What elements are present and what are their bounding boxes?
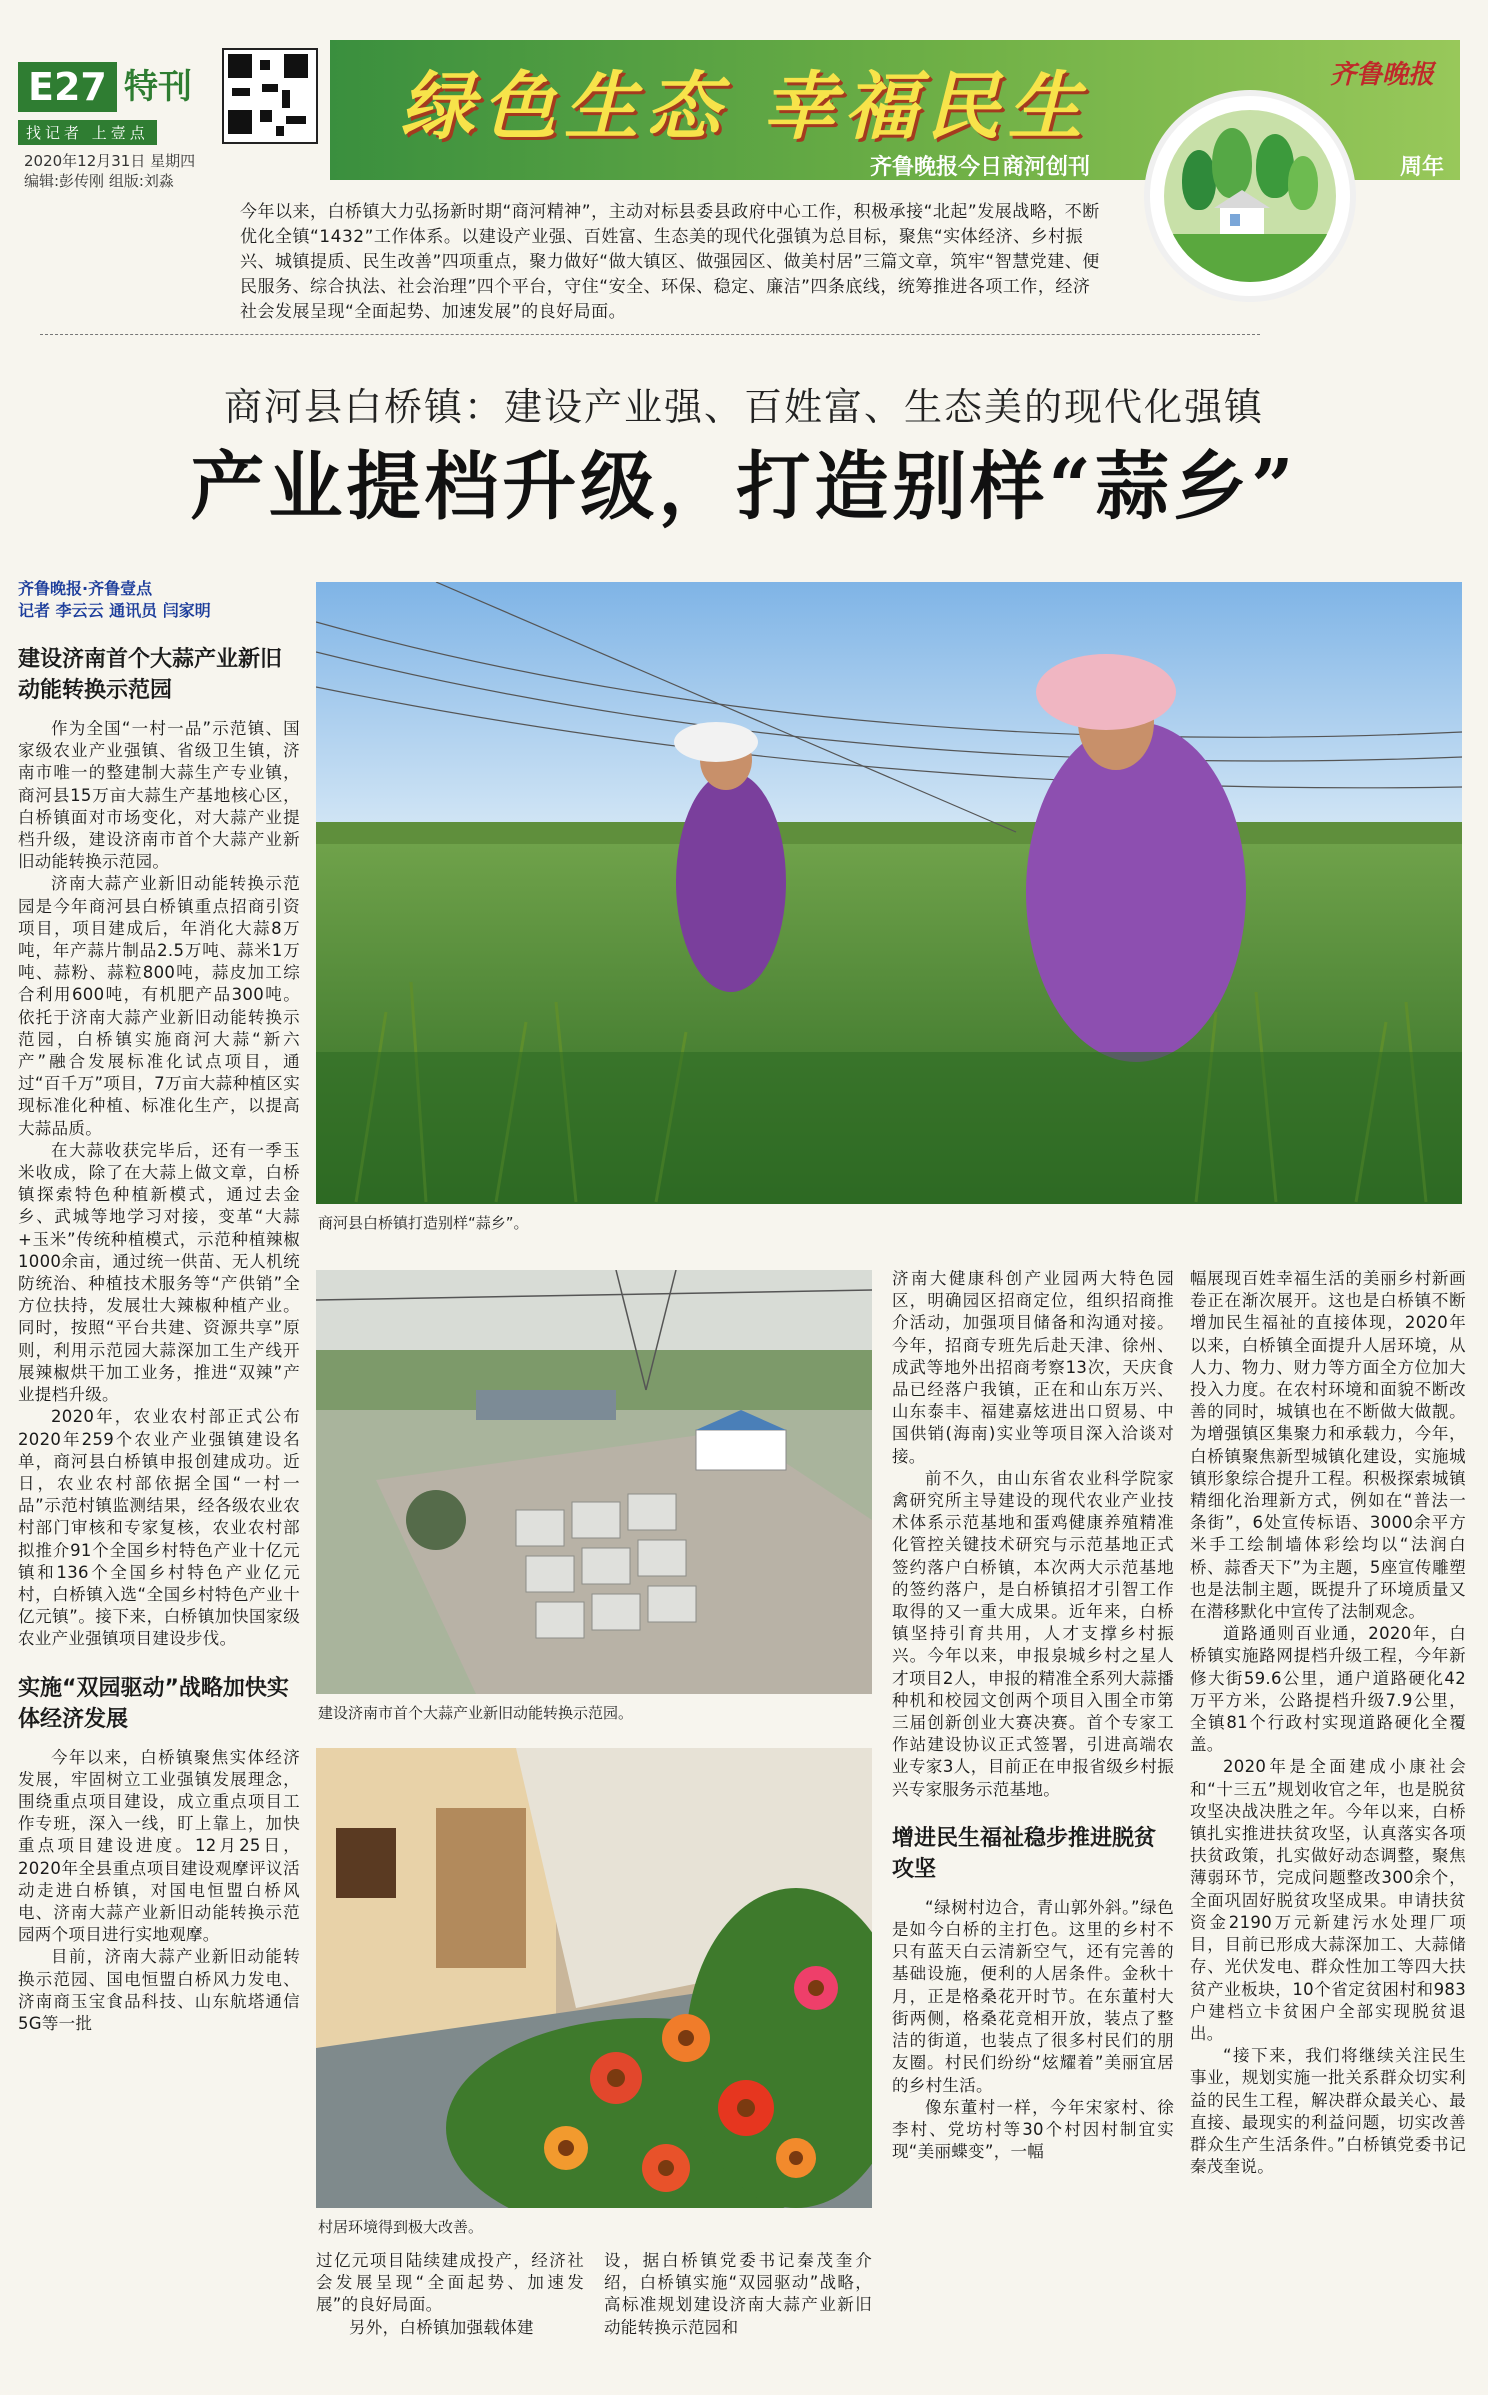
body-paragraph: 在大蒜收获完毕后，还有一季玉米收成，除了在大蒜上做文章，白桥镇探索特色种植新模式，通过去金乡、武城等地学习对接，变革“大蒜+玉米”传统种植模式，示范种植辣椒1000余亩，通过统一供苗、无人机统防统治、种植技术服务等“产供销”全方位扶持，发展壮大辣椒种植产业。同时，按照“平台共建、资源共享”原则，利用示范园大蒜深加工生产线开展辣椒烘干加工业务，推进“双辣”产业提档升级。 — [18, 1140, 300, 1405]
left-column — [18, 578, 300, 2035]
masthead-slogan: 找记者 上壹点 — [18, 120, 157, 145]
section-title-dual-park: 实施“双园驱动”战略加快实体经济发展 — [18, 1675, 289, 1732]
body-column-4 — [892, 1268, 1174, 2163]
intro-summary: 今年以来，白桥镇大力弘扬新时期“商河精神”，主动对标县委县政府中心工作，积极承接“北起”发展战略，不断优化全镇“1432”工作体系。以建设产业强、百姓富、生态美的现代化强镇为总目标，聚焦“实体经济、乡村振兴、城镇提质、民生改善”四项重点，聚力做好“做大镇区、做强园区、做美村居”三篇文章，筑牢“智慧党建、便民服务、综合执法、社会治理”四个平台，守住“安全、环保、稳定、廉洁”四条底线，统筹推进各项工作，经济社会发展呈现“全面起势、加速发展”的良好局面。 — [240, 202, 1100, 322]
banner-title: 绿色生态 幸福民生 — [400, 64, 1090, 150]
page-number: E27 — [18, 62, 117, 112]
article-headline: 产业提档升级，打造别样“蒜乡” — [190, 444, 1298, 530]
body-paragraph: 2020年，农业农村部正式公布2020年259个农业产业强镇建设名单，商河县白桥镇申报创建成功。近日，农业农村部依据全国“一村一品”示范村镇监测结果，经各级农业农村部门审核和专家复核，农业农村部拟推介91个全国乡村特色产业十亿元镇和136个全国乡村特色产业亿元村，白桥镇入选“全国乡村特色产业十亿元镇”。接下来，白桥镇加快国家级农业产业强镇项目建设步伐。 — [18, 1407, 300, 1649]
garlic-field-photo — [316, 582, 1462, 1204]
newspaper-logo: 齐鲁晚报 — [1330, 60, 1435, 90]
body-column-2 — [316, 2250, 584, 2339]
body-column-5 — [1190, 1268, 1466, 2178]
byline-source: 齐鲁晚报·齐鲁壹点 — [18, 579, 153, 598]
body-paragraph: 过亿元项目陆续建成投产，经济社会发展呈现“全面起势、加速发展”的良好局面。 — [316, 2251, 584, 2315]
body-paragraph: 2020年是全面建成小康社会和“十三五”规划收官之年，也是脱贫攻坚决战决胜之年。今年以来，白桥镇扎实推进扶贫攻坚，认真落实各项扶贫政策，扎实做好动态调整，聚焦薄弱环节，完成问题整改300余个，全面巩固好脱贫攻坚成果。申请扶贫资金2190万元新建污水处理厂项目，目前已形成大蒜深加工、大蒜储存、光伏发电、群众性加工等四大扶贫产业板块，10个省定贫困村和983户建档立卡贫困户全部实现脱贫退出。 — [1190, 1757, 1466, 2043]
industrial-park-aerial-photo — [316, 1270, 872, 1694]
body-paragraph: 像东董村一样，今年宋家村、徐李村、党坊村等30个村因村制宜实现“美丽蝶变”，一幅 — [892, 2097, 1174, 2162]
body-paragraph: 济南大蒜产业新旧动能转换示范园是今年商河县白桥镇重点招商引资项目，项目建成后，年消化大蒜8万吨，年产蒜片制品2.5万吨、蒜米1万吨、蒜粉、蒜粒800吨，蒜皮加工综合利用600吨，有机肥产品300吨。依托于济南大蒜产业新旧动能转换示范园，白桥镇实施商河大蒜“新六产”融合发展标准化试点项目，通过“百千万”项目，7万亩大蒜种植区实现标准化种植、标准化生产，以提高大蒜品质。 — [18, 874, 300, 1138]
body-paragraph: “接下来，我们将继续关注民生事业，规划实施一批关系群众切实利益的民生工程，解决群众最关心、最直接、最现实的利益问题，切实改善群众生产生活条件。”白桥镇党委书记秦茂奎说。 — [1190, 2046, 1466, 2177]
body-paragraph: 另外，白桥镇加强载体建 — [349, 2317, 534, 2337]
photo-caption: 商河县白桥镇打造别样“蒜乡”。 — [318, 1214, 529, 1232]
village-flowers-photo — [316, 1748, 872, 2208]
article-subheadline: 商河县白桥镇：建设产业强、百姓富、生态美的现代化强镇 — [223, 385, 1264, 429]
banner-subtitle: 齐鲁晚报今日商河创刊 — [870, 155, 1091, 180]
body-paragraph: 目前，济南大蒜产业新旧动能转换示范园、国电恒盟白桥风力发电、济南商玉宝食品科技、山东航塔通信5G等一批 — [18, 1947, 300, 2033]
body-paragraph: 设，据白桥镇党委书记秦茂奎介绍，白桥镇实施“双园驱动”战略，高标准规划建设济南大蒜产业新旧动能转换示范园和 — [604, 2251, 872, 2337]
section-title-industry: 建设济南首个大蒜产业新旧动能转换示范园 — [18, 647, 283, 703]
byline-reporters: 记者 李云云 通讯员 闫家明 — [18, 601, 211, 620]
body-paragraph: 作为全国“一村一品”示范镇、国家级农业产业强镇、省级卫生镇，济南市唯一的整建制大蒜生产专业镇，商河县15万亩大蒜生产基地核心区，白桥镇面对市场变化，对大蒜产业提档升级，建设济南市首个大蒜产业新旧动能转换示范园。 — [18, 719, 300, 872]
issue-date: 2020年12月31日 星期四 — [24, 152, 196, 170]
qr-code-icon[interactable] — [222, 48, 318, 144]
body-paragraph: 道路通则百业通，2020年，白桥镇实施路网提档升级工程，今年新修大街59.6公里，通户道路硬化42万平方米，公路提档升级7.9公里，全镇81个行政村实现道路硬化全覆盖。 — [1190, 1624, 1466, 1755]
body-paragraph: “绿树村边合，青山郭外斜。”绿色是如今白桥的主打色。这里的乡村不只有蓝天白云清新空气，还有完善的基础设施，便利的人居条件。金秋十月，正是格桑花开时节。在东董村大街两侧，格桑花竞相开放，装点了整洁的街道，也装点了很多村民们的朋友圈。村民们纷纷“炫耀着”美丽宜居的乡村生活。 — [892, 1897, 1174, 2095]
body-column-3 — [604, 2250, 872, 2339]
page-masthead — [18, 48, 218, 188]
section-divider — [40, 334, 1260, 335]
body-paragraph: 幅展现百姓幸福生活的美丽乡村新画卷正在渐次展开。这也是白桥镇不断增加民生福祉的直接体现，2020年以来，白桥镇全面提升人居环境，从人力、物力、财力等方面全方位加大投入力度。在农村环境和面貌不断改善的同时，城镇也在不断做大做靓。为增强镇区集聚力和承载力，今年，白桥镇聚焦新型城镇化建设，实施城镇形象综合提升工程。积极探索城镇精细化治理新方式，例如在“普法一条街”，6处宣传标语、3000余平方米手工绘制墙体彩绘均以“法润白桥、蒜香天下”为主题，5座宣传雕塑也是法制主题，既提升了环境质量又在潜移默化中宣传了法制观念。 — [1190, 1269, 1466, 1622]
editor-credits: 编辑:彭传刚 组版:刘淼 — [24, 172, 174, 190]
body-paragraph: 济南大健康科创产业园两大特色园区，明确园区招商定位，组织招商推介活动，加强项目储备和沟通对接。今年，招商专班先后赴天津、徐州、成武等地外出招商考察13次，天庆食品已经落户我镇，正在和山东万兴、山东泰丰、福建嘉炫进出口贸易、中国供销(海南)实业等项目深入洽谈对接。 — [892, 1269, 1174, 1466]
photo-caption: 村居环境得到极大改善。 — [318, 2218, 484, 2236]
section-title-livelihood: 增进民生福祉稳步推进脱贫攻坚 — [892, 1825, 1157, 1882]
photo-caption: 建设济南市首个大蒜产业新旧动能转换示范园。 — [318, 1704, 634, 1722]
body-paragraph: 前不久，由山东省农业科学院家禽研究所主导建设的现代农业产业技术体系示范基地和蛋鸡健康养殖精准化管控关键技术研究与示范基地正式签约落户白桥镇，本次两大示范基地的签约落户，是白桥镇招才引智工作取得的又一重大成果。近年来，白桥镇坚持引育共用，人才支撑乡村振兴。今年以来，申报泉城乡村之星人才项目2人，申报的精准全系列大蒜播种机和校园文创两个项目入围全市第三届创新创业大赛决赛。首个专家工作站建设协议正式签署，引进高端农业专家3人，目前正在申报省级乡村振兴专家服务示范基地。 — [892, 1468, 1174, 1799]
banner-tail-text: 周年 — [1400, 155, 1445, 180]
body-paragraph: 今年以来，白桥镇聚焦实体经济发展，牢固树立工业强镇发展理念，围绕重点项目建设，成立重点项目工作专班，深入一线，盯上靠上，加快重点项目建设进度。12月25日，2020年全县重点项目建设观摩评议活动走进白桥镇，对国电恒盟白桥风电、济南大蒜产业新旧动能转换示范园两个项目进行实地观摩。 — [18, 1747, 300, 1945]
page-type-label: 特刊 — [124, 67, 192, 107]
green-village-emblem — [1150, 96, 1350, 296]
